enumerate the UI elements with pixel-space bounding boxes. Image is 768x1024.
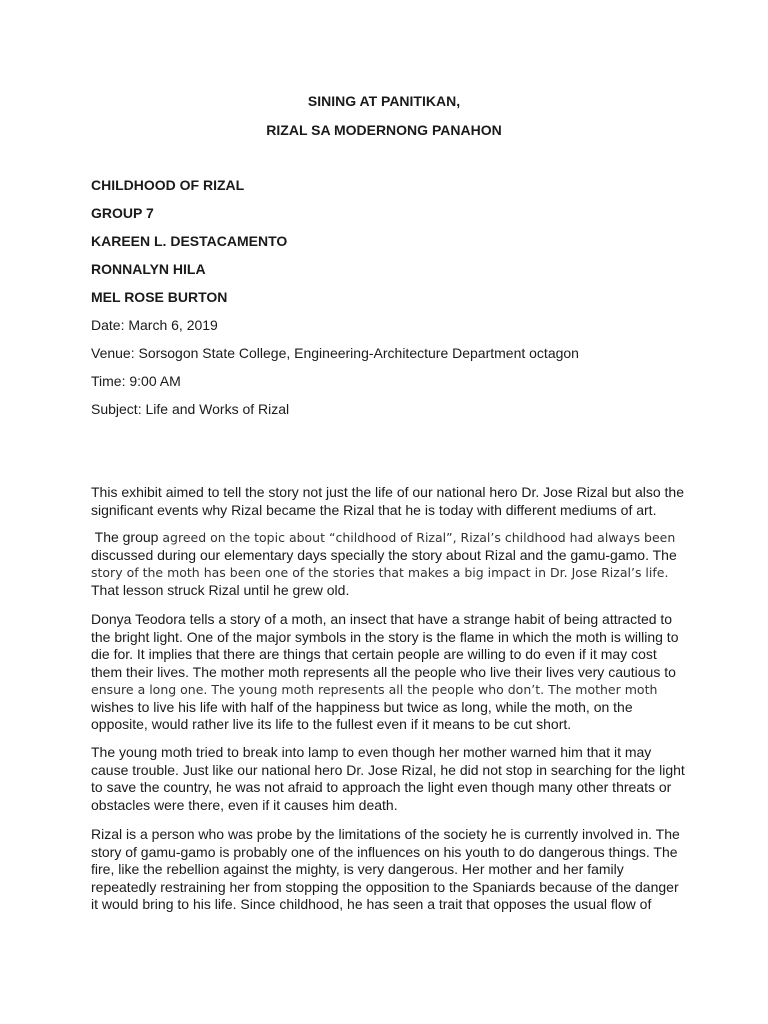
paragraph-2-line: story of the moth has been one of the stories that makes a big impact in Dr. Jose Rizal’s life. xyxy=(91,565,669,580)
paragraph-2-lead: The group xyxy=(91,529,163,545)
paragraph-3-line: them their lives. The mother moth represents all the people who live their lives very cautious to xyxy=(91,663,676,680)
group-heading: GROUP 7 xyxy=(91,205,154,221)
event-subject: Subject: Life and Works of Rizal xyxy=(91,401,290,417)
paragraph-3-line: the bright light. One of the major symbols in the story is the flame in which the moth is willing to xyxy=(91,628,679,645)
member-name-2: RONNALYN HILA xyxy=(91,261,206,277)
member-name-1: KAREEN L. DESTACAMENTO xyxy=(91,233,288,249)
paragraph-5-line: repeatedly restraining her from stopping the opposition to the Spaniards because of the danger xyxy=(91,878,679,895)
paragraph-3-line: wishes to live his life with half of the happiness but twice as long, while the moth, on the xyxy=(91,698,633,715)
paragraph-5 xyxy=(91,826,691,914)
paragraph-4-line: The young moth tried to break into lamp to even though her mother warned him that it may xyxy=(91,744,652,760)
topic-heading: CHILDHOOD OF RIZAL xyxy=(91,177,245,193)
paragraph-5-line: story of gamu-gamo is probably one of the influences on his youth to do dangerous things. The xyxy=(91,843,678,860)
paragraph-1-line: significant events why Rizal became the Rizal that he is today with different mediums of art. xyxy=(91,501,657,518)
paragraph-2-line: That lesson struck Rizal until he grew old. xyxy=(91,581,350,598)
paragraph-4-line: obstacles were there, even if it causes him death. xyxy=(91,796,398,813)
paragraph-3-line: die for. It implies that there are things that certain people are willing to do even if it may cost xyxy=(91,646,657,662)
paragraph-2 xyxy=(91,529,691,599)
paragraph-1-line: This exhibit aimed to tell the story not just the life of our national hero Dr. Jose Rizal but also the xyxy=(91,484,684,500)
paragraph-5-line: Rizal is a person who was probe by the limitations of the society he is currently involved in. The xyxy=(91,826,680,842)
document-title-line-1: SINING AT PANITIKAN, xyxy=(307,93,461,109)
paragraph-3 xyxy=(91,611,691,734)
paragraph-4 xyxy=(91,744,691,814)
member-name-3: MEL ROSE BURTON xyxy=(91,289,228,305)
paragraph-3-line: opposite, would rather live its life to the fullest even if it means to be cut short. xyxy=(91,716,572,732)
paragraph-2-line: discussed during our elementary days specially the story about Rizal and the gamu-gamo. The xyxy=(91,546,677,563)
paragraph-4-line: to save the country, he was not afraid to approach the light even though many other threats or xyxy=(91,779,672,795)
paragraph-5-line: it would bring to his life. Since childhood, he has seen a trait that opposes the usual flow of xyxy=(91,896,652,912)
paragraph-1 xyxy=(91,484,691,519)
paragraph-2-line xyxy=(91,529,691,547)
paragraph-5-line: fire, like the rebellion against the mighty, is very dangerous. Her mother and her family xyxy=(91,861,624,877)
event-date: Date: March 6, 2019 xyxy=(91,317,218,333)
paragraph-3-line: Donya Teodora tells a story of a moth, an insect that have a strange habit of being attracted to xyxy=(91,611,673,627)
paragraph-2-lead-rest: agreed on the topic about “childhood of Rizal”, Rizal’s childhood had always been xyxy=(162,530,676,545)
document-title-line-2: RIZAL SA MODERNONG PANAHON xyxy=(266,122,502,138)
event-time: Time: 9:00 AM xyxy=(91,373,181,389)
paragraph-3-line: ensure a long one. The young moth represents all the people who don’t. The mother moth xyxy=(91,682,658,697)
paragraph-4-line: cause trouble. Just like our national hero Dr. Jose Rizal, he did not stop in searching for the light xyxy=(91,761,685,778)
event-venue: Venue: Sorsogon State College, Engineering-Architecture Department octagon xyxy=(91,345,579,361)
